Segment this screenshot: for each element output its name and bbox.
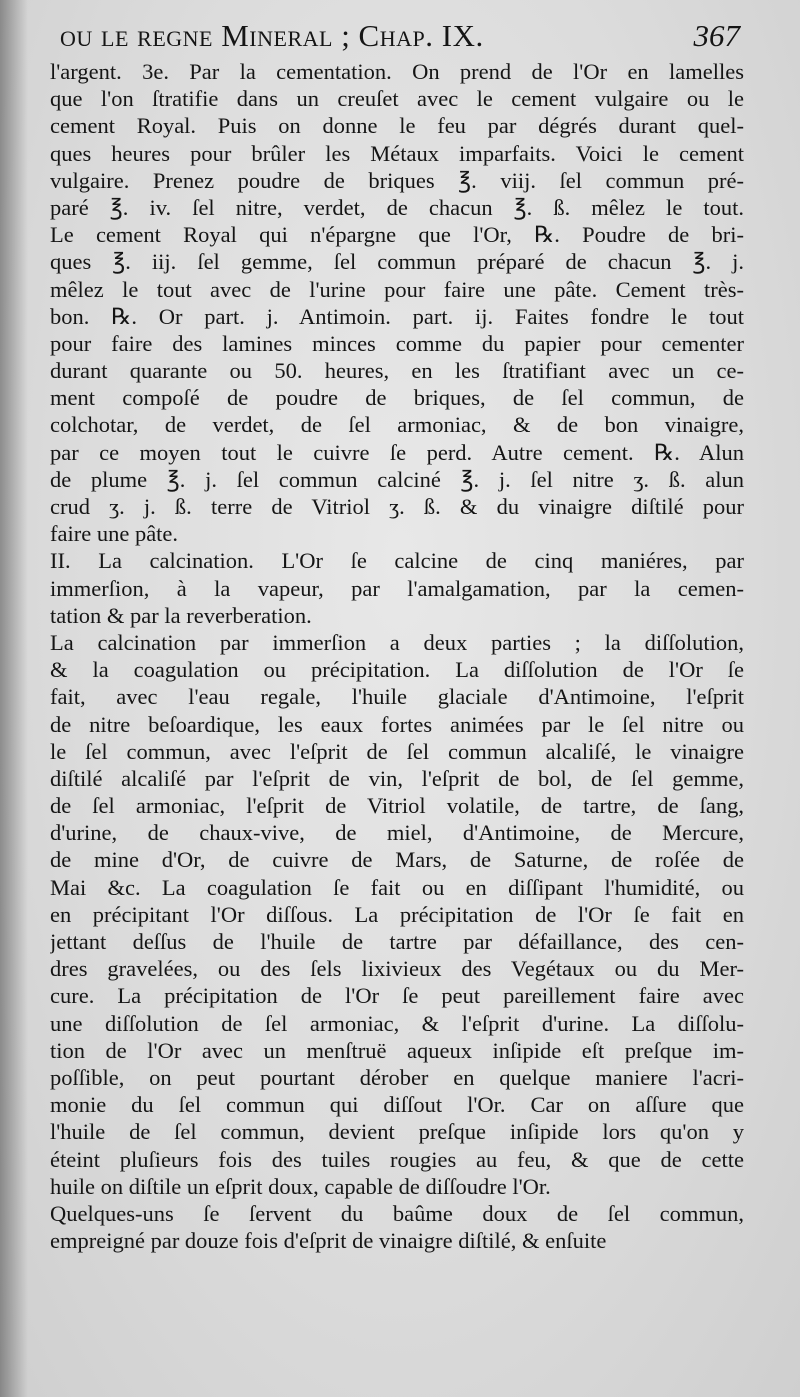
body-text [50, 58, 744, 1254]
text-line: La calcination par immerſion a deux parties ; la diſſolution, [50, 629, 744, 655]
text-line: Le cement Royal qui n'épargne que l'Or, ℞. Poudre de bri- [50, 222, 744, 248]
text-line: une diſſolution de ſel armoniac, & l'eſprit d'urine. La diſſolu- [50, 1010, 744, 1036]
text-line: de nitre beſoardique, les eaux fortes animées par le ſel nitre ou [50, 711, 744, 737]
text-line: huile on diſtile un eſprit doux, capable de diſſoudre l'Or. [50, 1173, 551, 1199]
text-line: éteint pluſieurs fois des tuiles rougies au feu, & que de cette [50, 1146, 744, 1172]
text-line: bon. ℞. Or part. j. Antimoin. part. ij. Faites fondre le tout [50, 303, 744, 329]
text-line: Mai &c. La coagulation ſe fait ou en diſſipant l'humidité, ou [50, 874, 744, 900]
text-line: & la coagulation ou précipitation. La diſſolution de l'Or ſe [50, 657, 744, 683]
text-line: mêlez le tout avec de l'urine pour faire une pâte. Cement très- [50, 276, 744, 302]
text-line: d'urine, de chaux-vive, de miel, d'Antimoine, de Mercure, [50, 820, 744, 846]
text-line: crud ʒ. j. ß. terre de Vitriol ʒ. ß. & du vinaigre diſtilé pour [50, 494, 744, 519]
running-title: ou le regne Mineral ; Chap. IX. [60, 18, 484, 53]
paragraph [50, 58, 744, 547]
text-line: ques ℥. iij. ſel gemme, ſel commun préparé de chacun ℥. j. [50, 249, 744, 275]
text-line: que l'on ſtratifie dans un creuſet avec le cement vulgaire ou le [50, 86, 744, 112]
text-line: l'argent. 3e. Par la cementation. On prend de l'Or en lamelles [50, 59, 744, 84]
text-line: fait, avec l'eau regale, l'huile glaciale d'Antimoine, l'eſprit [50, 684, 744, 710]
text-line: de plume ℥. j. ſel commun calciné ℥. j. ſel nitre ʒ. ß. alun [50, 466, 744, 492]
text-line: immerſion, à la vapeur, par l'amalgamation, par la cemen- [50, 575, 744, 601]
text-line: faire une pâte. [50, 521, 179, 547]
paragraph [50, 629, 744, 1200]
text-line: empreigné par douze fois d'eſprit de vinaigre diſtilé, & enſuite [50, 1228, 607, 1254]
text-line: monie du ſel commun qui diſſout l'Or. Car on aſſure que [50, 1092, 744, 1118]
text-line: jettant deſſus de l'huile de tartre par défaillance, des cen- [50, 929, 744, 954]
text-line: en précipitant l'Or diſſous. La précipitation de l'Or ſe fait en [50, 901, 744, 927]
text-line: cement Royal. Puis on donne le feu par dégrés durant quel- [50, 113, 744, 139]
text-line: de ſel armoniac, l'eſprit de Vitriol volatile, de tartre, de ſang, [50, 793, 744, 819]
page-number: 367 [693, 18, 740, 53]
text-line: cure. La précipitation de l'Or ſe peut pareillement faire avec [50, 983, 744, 1009]
running-head [60, 18, 740, 58]
text-line: dres gravelées, ou des ſels lixivieux des Vegétaux ou du Mer- [50, 956, 744, 982]
paragraph [50, 1200, 744, 1254]
text-line: l'huile de ſel commun, devient preſque inſipide lors qu'on y [50, 1119, 744, 1145]
text-line: de mine d'Or, de cuivre de Mars, de Saturne, de roſée de [50, 847, 744, 873]
text-line: paré ℥. iv. ſel nitre, verdet, de chacun ℥. ß. mêlez le tout. [50, 194, 744, 220]
text-line: ment compoſé de poudre de briques, de ſel commun, de [50, 385, 744, 411]
text-line: tion de l'Or avec un menſtruë aqueux inſipide eſt preſque im- [50, 1037, 744, 1063]
text-line: tation & par la reverberation. [50, 602, 312, 628]
text-line: ques heures pour brûler les Métaux imparfaits. Voici le cement [50, 140, 744, 166]
text-line: Quelques-uns ſe ſervent du baûme doux de ſel commun, [50, 1200, 744, 1226]
text-line: colchotar, de verdet, de ſel armoniac, & de bon vinaigre, [50, 412, 744, 438]
text-line: poſſible, on peut pourtant dérober en quelque maniere l'acri- [50, 1064, 744, 1090]
text-line: le ſel commun, avec l'eſprit de ſel commun alcaliſé, le vinaigre [50, 738, 744, 764]
text-line: par ce moyen tout le cuivre ſe perd. Autre cement. ℞. Alun [50, 439, 744, 465]
text-line: durant quarante ou 50. heures, en les ſtratifiant avec un ce- [50, 358, 744, 384]
paragraph [50, 547, 744, 629]
text-line: II. La calcination. L'Or ſe calcine de cinq maniéres, par [50, 548, 744, 574]
text-line: vulgaire. Prenez poudre de briques ℥. viij. ſel commun pré- [50, 167, 744, 193]
text-line: pour faire des lamines minces comme du papier pour cementer [50, 330, 744, 356]
text-line: diſtilé alcaliſé par l'eſprit de vin, l'eſprit de bol, de ſel gemme, [50, 765, 744, 791]
